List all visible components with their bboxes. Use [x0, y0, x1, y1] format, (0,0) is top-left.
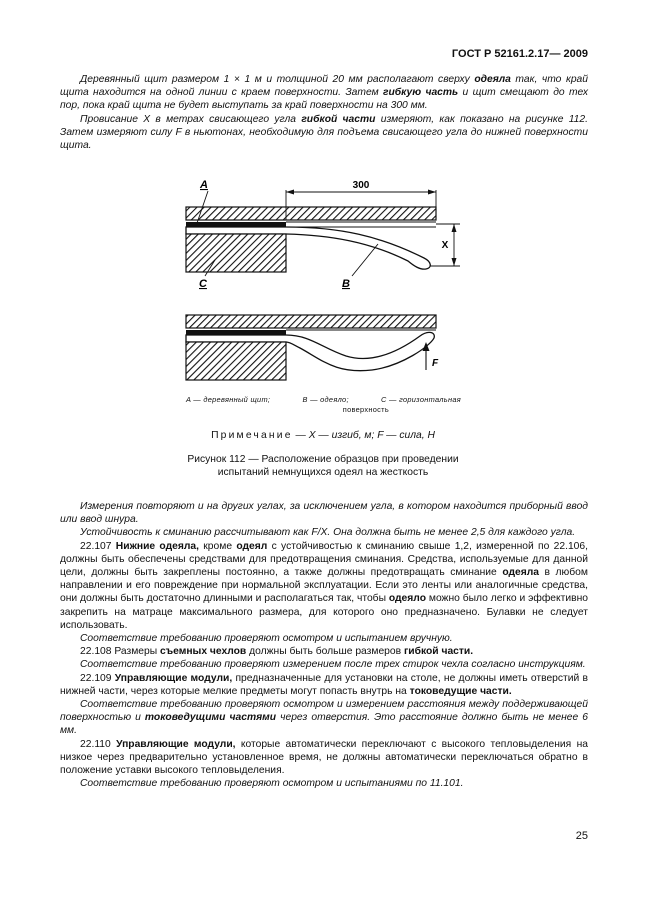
measurement-paragraph-2: Устойчивость к сминанию рассчитывают как F/X. Она должна быть не менее 2,5 для каждого угла. — [80, 527, 576, 539]
legend-a: A — деревянный щит; — [186, 395, 271, 404]
clause-22-108-check: Соответствие требованию проверяют измерением после трех стирок чехла согласно инструкциям. — [80, 659, 586, 671]
body-text — [60, 500, 588, 790]
legend-c-continuation: поверхность — [342, 405, 389, 414]
document-header: ГОСТ Р 52161.2.17— 2009 — [451, 48, 588, 60]
horizontal-surface-top — [186, 234, 286, 272]
measurement-paragraph-1: Измерения повторяют и на других углах, за исключением угла, в котором находится приборный ввод или ввод шнура. — [60, 501, 588, 526]
clause-22-107: 22.107 Нижние одеяла, кроме одеял с устойчивостью к сминанию свыше 1,2, измеренной по 22.106, должны быть обеспечены средствами для предотвращения сминания. Средства, используемые для данной цели, должны быть закреплены постоянно, а также должны предотвращать сминание одеяла в любом направлении и его повреждение при нормальной эксплуатации. Если это ленты или аналогичные средства, они должны быть достаточно длинными и располагаться так, чтобы одеяло можно было легко и эффективно закрепить на матраце максимального размера, для которого оно предназначено. Булавки не следует использовать. — [60, 540, 588, 631]
wooden-board-top — [186, 207, 436, 220]
clause-22-110-check: Соответствие требованию проверяют осмотром и испытаниями по 11.101. — [80, 778, 464, 790]
dimension-x-label: X — [441, 240, 449, 251]
figure-caption: Рисунок 112 — Расположение образцов при проведении испытаний немнущихся одеял на жесткость — [187, 454, 459, 478]
clause-22-109: 22.109 Управляющие модули, предназначенные для установки на столе, не должны иметь отверстий в нижней части, через которые мелкие предметы могут попасть внутрь на токоведущие части. — [60, 672, 589, 697]
wooden-board-bottom — [186, 315, 436, 328]
intro-paragraph-2: Провисание X в метрах свисающего угла гибкой части измеряют, как показано на рисунке 112. Затем измеряют силу F в ньютонах, необходимую для подъема свисающего угла до нижней поверхности щита. — [60, 113, 588, 152]
figure-legend — [186, 395, 461, 415]
blanket-layer-bottom — [186, 330, 286, 335]
page-number: 25 — [575, 830, 588, 842]
horizontal-surface-bottom — [186, 342, 286, 380]
legend-c: C — горизонтальная — [381, 395, 461, 404]
intro-text — [60, 73, 588, 152]
dimension-300-label: 300 — [352, 180, 370, 191]
intro-paragraph-1: Деревянный щит размером 1 × 1 м и толщиной 20 мм располагают сверху одеяла так, что край щита находится на одной линии с краем поверхности. Затем гибкую часть и щит смещают до тех пор, пока край щита не будет выступать за край поверхности на 300 мм. — [60, 74, 589, 112]
label-c: C — [199, 278, 207, 290]
label-b: B — [342, 278, 350, 290]
label-a: A — [200, 179, 208, 191]
clause-22-107-check: Соответствие требованию проверяют осмотром и испытанием вручную. — [80, 633, 453, 645]
figure-112-diagram — [0, 170, 646, 470]
blanket-layer-top — [186, 222, 286, 227]
label-f: F — [432, 358, 439, 369]
clause-22-109-check: Соответствие требованию проверяют осмотром и измерением расстояния между поддерживающей поверхностью и токоведущими частями через отверстия. Это расстояние должно быть не менее 6 мм. — [60, 699, 588, 737]
legend-b: B — одеяло; — [302, 395, 349, 404]
figure-note: Примечание — X — изгиб, м; F — сила, Н — [211, 430, 435, 441]
clause-22-108: 22.108 Размеры съемных чехлов должны быть больше размеров гибкой части. — [80, 646, 474, 658]
clause-22-110: 22.110 Управляющие модули, которые автоматически переключают с высокого тепловыделения на низкое через предварительно установленное время, не должны автоматически переключаться обратно в положение уставки высокого тепловыделения. — [60, 738, 588, 777]
